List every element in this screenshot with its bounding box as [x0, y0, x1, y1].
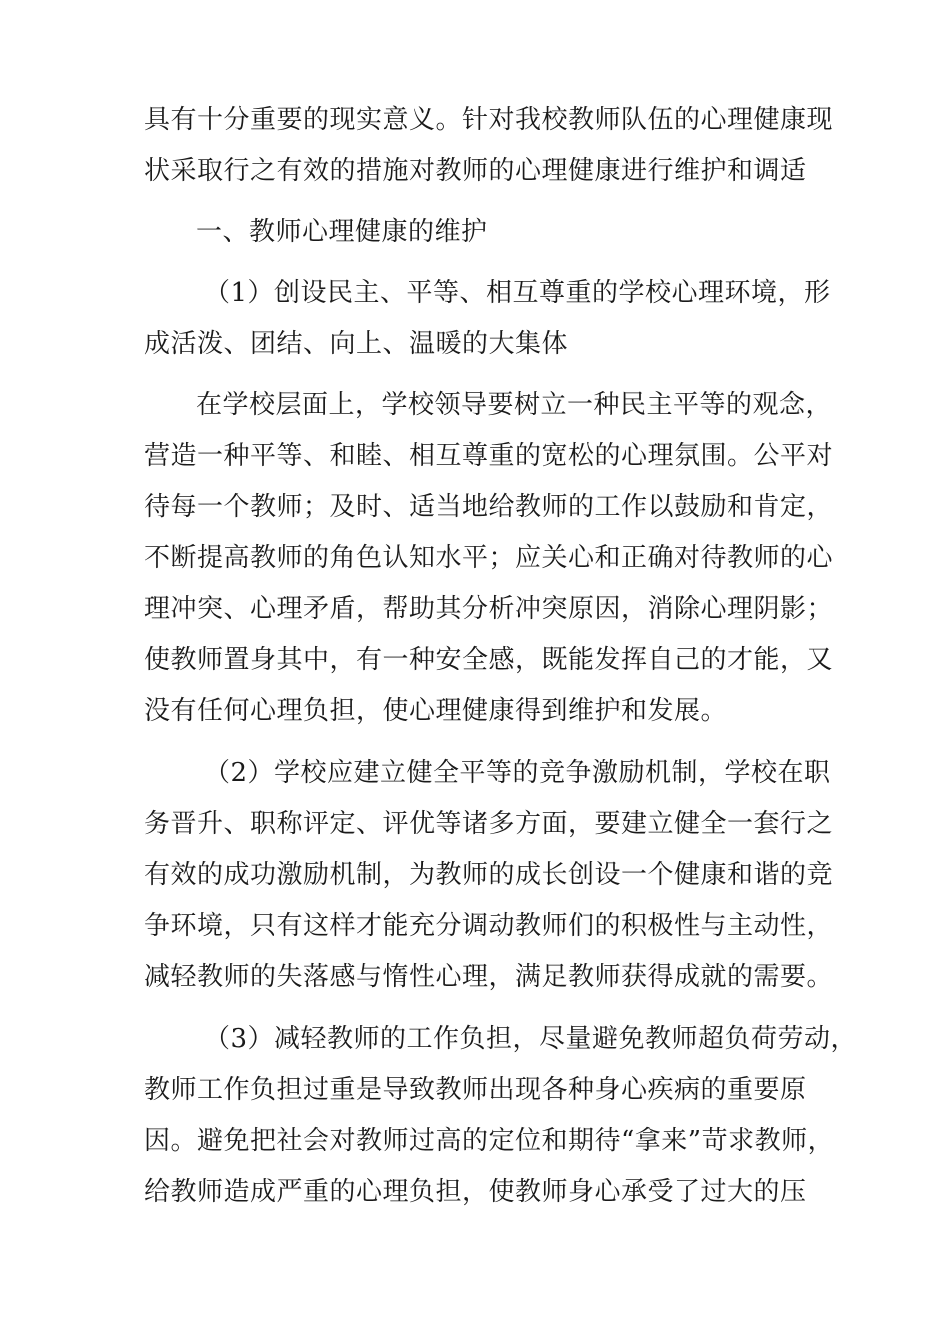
- subsection-heading: （2）学校应建立健全平等的竞争激励机制，学校在职: [204, 758, 831, 788]
- text-line: 给教师造成严重的心理负担，使教师身心承受了过大的压: [144, 1177, 807, 1207]
- text-line: 争环境，只有这样才能充分调动教师们的积极性与主动性，: [144, 911, 834, 941]
- text-line: 理冲突、心理矛盾，帮助其分析冲突原因，消除心理阴影；: [144, 594, 834, 624]
- text-line: 营造一种平等、和睦、相互尊重的宽松的心理氛围。公平对: [144, 441, 834, 471]
- text-line: 教师工作负担过重是导致教师出现各种身心疾病的重要原: [144, 1075, 807, 1105]
- text-line: 务晋升、职称评定、评优等诸多方面，要建立健全一套行之: [144, 809, 834, 839]
- text-line: 具有十分重要的现实意义。针对我校教师队伍的心理健康现: [144, 105, 834, 135]
- text-line: 状采取行之有效的措施对教师的心理健康进行维护和调适: [144, 156, 807, 186]
- text-line: 因。避免把社会对教师过高的定位和期待“拿来”苛求教师，: [144, 1126, 835, 1156]
- text-line: 不断提高教师的角色认知水平；应关心和正确对待教师的心: [144, 543, 834, 573]
- text-line: 待每一个教师；及时、适当地给教师的工作以鼓励和肯定，: [144, 492, 834, 522]
- text-line: 在学校层面上，学校领导要树立一种民主平等的观念，: [196, 390, 833, 420]
- subsection-heading: （1）创设民主、平等、相互尊重的学校心理环境，形: [204, 278, 831, 308]
- subsection-heading: （3）减轻教师的工作负担，尽量避免教师超负荷劳动，: [204, 1024, 858, 1054]
- text-line: 减轻教师的失落感与惰性心理，满足教师获得成就的需要。: [144, 962, 834, 992]
- text-line: 使教师置身其中，有一种安全感，既能发挥自己的才能，又: [144, 645, 834, 675]
- section-heading: 一、教师心理健康的维护: [196, 217, 488, 247]
- text-line: 没有任何心理负担，使心理健康得到维护和发展。: [144, 696, 728, 726]
- subsection-heading-continued: 成活泼、团结、向上、温暖的大集体: [144, 329, 569, 359]
- text-line: 有效的成功激励机制，为教师的成长创设一个健康和谐的竞: [144, 860, 834, 890]
